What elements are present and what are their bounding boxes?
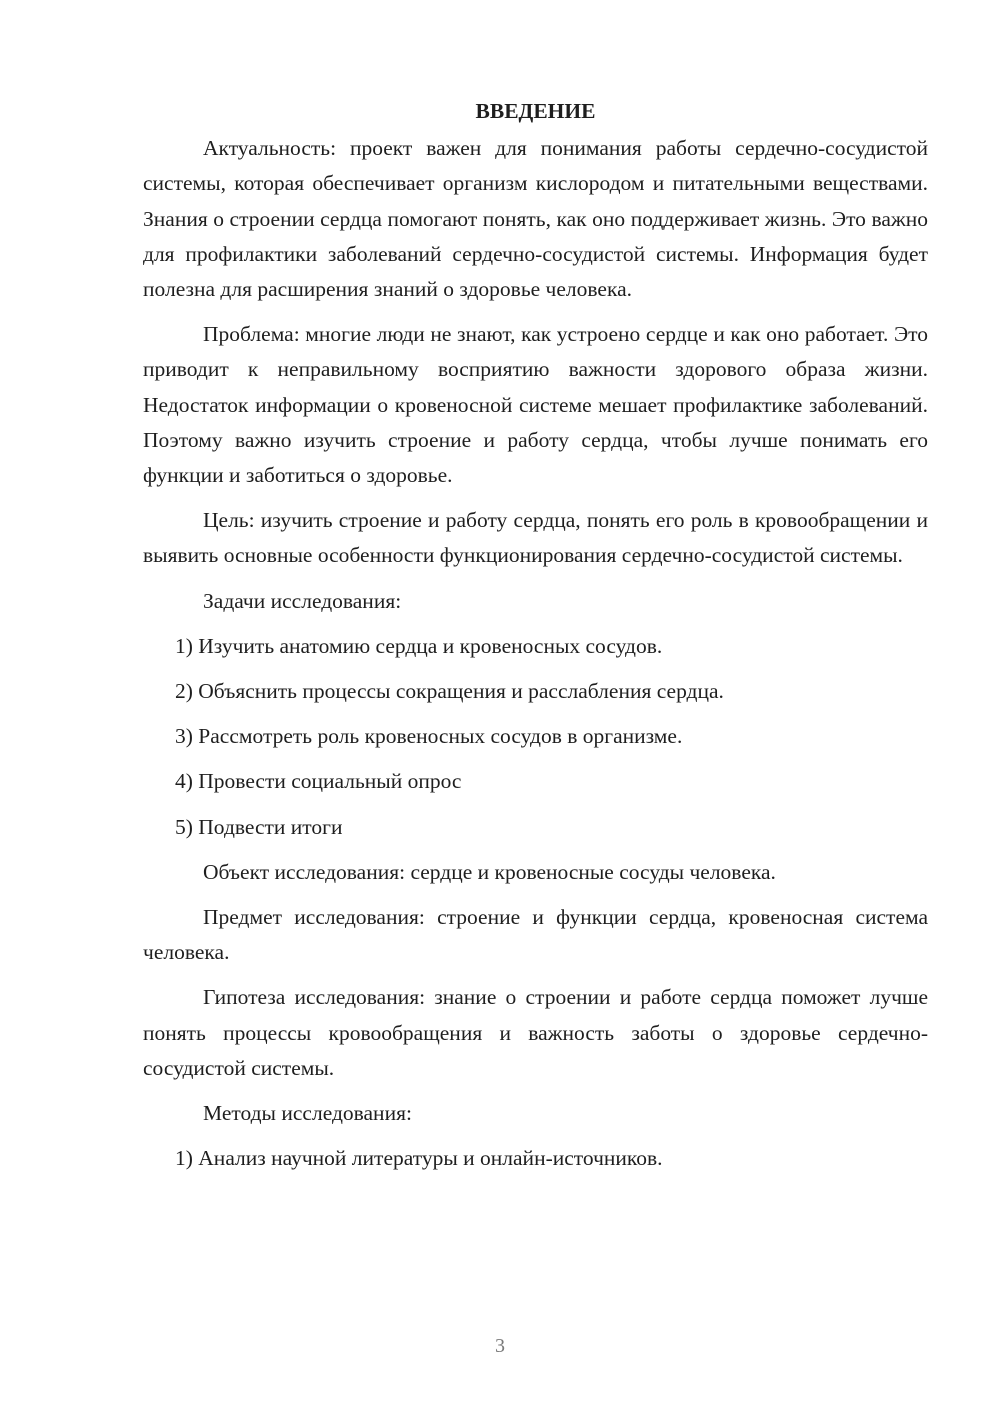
task-item: 2) Объяснить процессы сокращения и расслабления сердца. <box>175 679 724 704</box>
method-item: 1) Анализ научной литературы и онлайн-источников. <box>175 1146 663 1171</box>
subject-paragraph: Предмет исследования: строение и функции сердца, кровеносная система человека. <box>143 905 928 965</box>
task-item: 4) Провести социальный опрос <box>175 769 462 794</box>
task-item: 5) Подвести итоги <box>175 814 343 839</box>
page-number: 3 <box>495 1335 505 1357</box>
task-item: 3) Рассмотреть роль кровеносных сосудов в организме. <box>175 724 683 749</box>
methods-heading: Методы исследования: <box>203 1101 412 1126</box>
section-title: ВВЕДЕНИЕ <box>475 99 596 123</box>
tasks-heading: Задачи исследования: <box>203 588 402 613</box>
problem-paragraph: Проблема: многие люди не знают, как устроено сердце и как оно работает. Это приводит к неправильному восприятию важности здорового образа жизни. Недостаток информации о кровеносной системе мешает профилактике заболеваний. Поэтому важно изучить строение и работу сердца, чтобы лучше понимать его функции и заботиться о здоровье. <box>143 322 928 488</box>
goal-paragraph: Цель: изучить строение и работу сердца, понять его роль в кровообращении и выявить основные особенности функционирования сердечно-сосудистой системы. <box>143 508 928 568</box>
hypothesis-paragraph: Гипотеза исследования: знание о строении и работе сердца поможет лучше понять процессы кровообращения и важность заботы о здоровье сердечно-сосудистой системы. <box>143 985 928 1080</box>
task-item: 1) Изучить анатомию сердца и кровеносных сосудов. <box>175 633 663 658</box>
page-body <box>143 94 928 1186</box>
actuality-paragraph: Актуальность: проект важен для понимания работы сердечно-сосудистой системы, которая обеспечивает организм кислородом и питательными веществами. Знания о строении сердца помогают понять, как оно поддерживает жизнь. Это важно для профилактики заболеваний сердечно-сосудистой системы. Информация будет полезна для расширения знаний о здоровье человека. <box>143 136 928 302</box>
object-paragraph: Объект исследования: сердце и кровеносные сосуды человека. <box>203 859 776 884</box>
